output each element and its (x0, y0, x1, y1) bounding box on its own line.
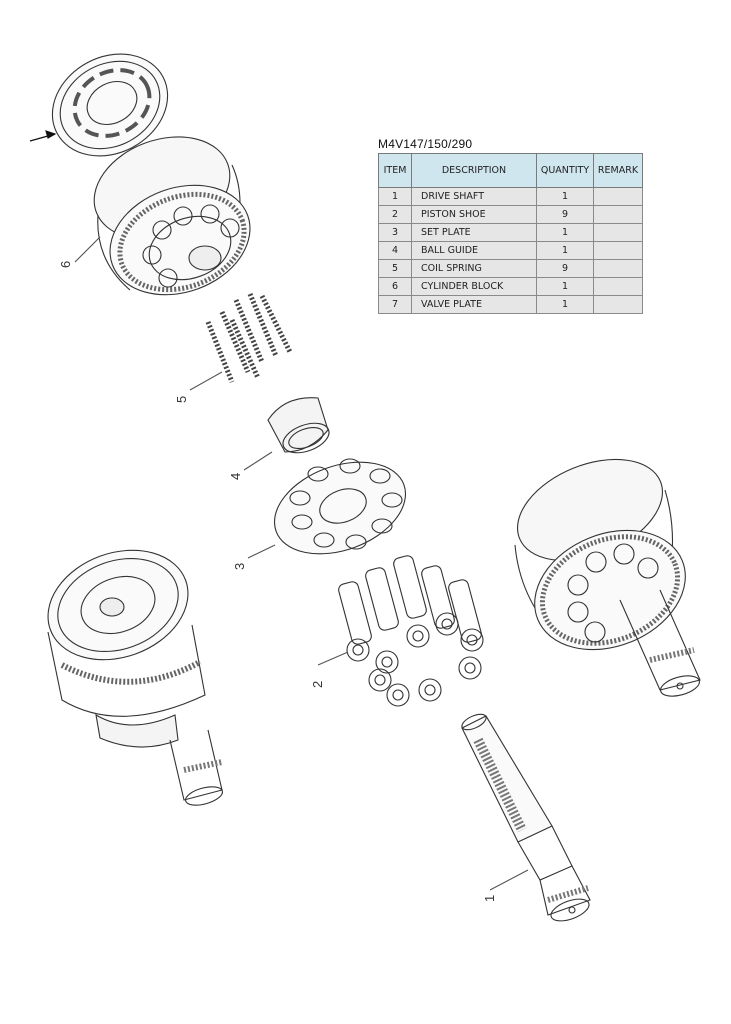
remark-cell (594, 224, 643, 242)
leader-1 (490, 870, 528, 890)
item-cell: 2 (379, 206, 412, 224)
description-cell: CYLINDER BLOCK (412, 278, 537, 296)
description-cell: BALL GUIDE (412, 242, 537, 260)
description-cell: VALVE PLATE (412, 296, 537, 314)
item-cell: 4 (379, 242, 412, 260)
table-row (379, 278, 643, 296)
header-description: DESCRIPTION (412, 154, 537, 188)
header-item: ITEM (379, 154, 412, 188)
item-cell: 5 (379, 260, 412, 278)
header-remark: REMARK (594, 154, 643, 188)
arrow-head-valve-plate (46, 131, 55, 138)
model-title: M4V147/150/290 (378, 137, 473, 151)
remark-cell (594, 206, 643, 224)
set-plate (262, 445, 419, 570)
item-cell: 1 (379, 188, 412, 206)
remark-cell (594, 278, 643, 296)
callout-6: 6 (58, 260, 73, 268)
item-cell: 3 (379, 224, 412, 242)
piston-shoes (337, 554, 483, 706)
leader-3 (248, 545, 275, 558)
ball-guide (268, 398, 333, 459)
quantity-cell: 1 (537, 188, 594, 206)
callout-2: 2 (310, 680, 325, 688)
remark-cell (594, 188, 643, 206)
description-cell: PISTON SHOE (412, 206, 537, 224)
item-cell: 6 (379, 278, 412, 296)
quantity-cell: 9 (537, 206, 594, 224)
header-quantity: QUANTITY (537, 154, 594, 188)
table-row (379, 206, 643, 224)
remark-cell (594, 242, 643, 260)
item-cell: 7 (379, 296, 412, 314)
leader-6 (75, 237, 100, 262)
callout-4: 4 (228, 472, 243, 480)
leader-5 (190, 372, 222, 390)
quantity-cell: 1 (537, 242, 594, 260)
parts-table (378, 153, 643, 314)
quantity-cell: 1 (537, 296, 594, 314)
callout-3: 3 (232, 562, 247, 570)
remark-cell (594, 260, 643, 278)
description-cell: DRIVE SHAFT (412, 188, 537, 206)
coil-springs (208, 294, 290, 382)
table-row (379, 224, 643, 242)
table-row (379, 260, 643, 278)
quantity-cell: 1 (537, 278, 594, 296)
drive-shaft (460, 711, 592, 925)
leader-2 (318, 652, 348, 665)
quantity-cell: 1 (537, 224, 594, 242)
table-row (379, 296, 643, 314)
callout-1: 1 (482, 894, 497, 902)
table-row (379, 188, 643, 206)
parts-table-header (379, 154, 643, 188)
assembled-unit-left (33, 532, 225, 809)
assembled-unit-right (503, 440, 704, 700)
table-row (379, 242, 643, 260)
remark-cell (594, 296, 643, 314)
description-cell: COIL SPRING (412, 260, 537, 278)
callout-5: 5 (174, 395, 189, 403)
quantity-cell: 9 (537, 260, 594, 278)
description-cell: SET PLATE (412, 224, 537, 242)
leader-4 (244, 452, 272, 470)
